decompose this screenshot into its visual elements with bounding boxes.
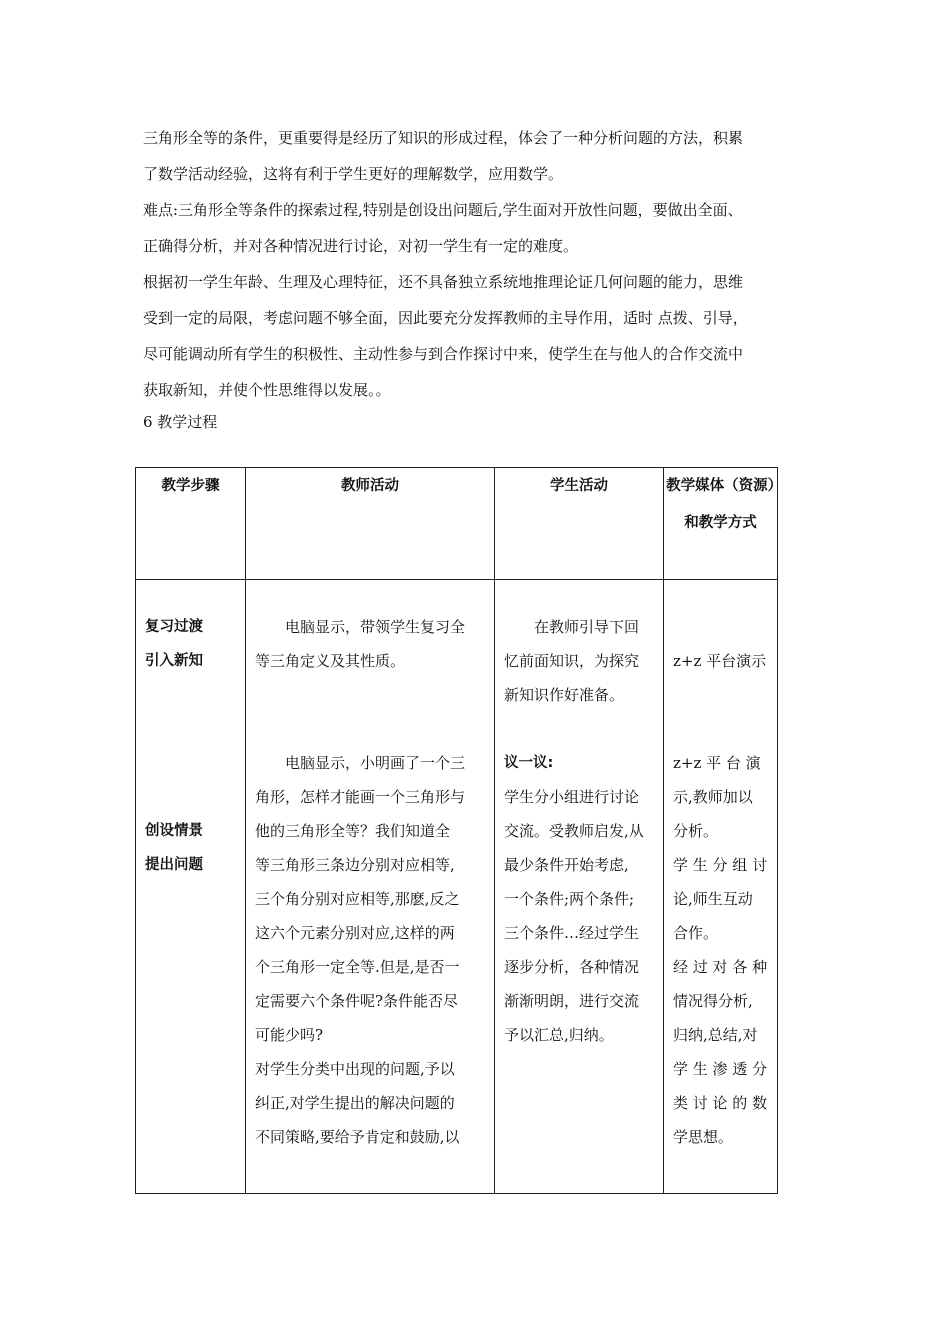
text-line: 对学生分类中出现的问题,予以 xyxy=(255,1060,455,1078)
paragraph-difficulty xyxy=(143,192,813,264)
header-student-activity: 学生活动 xyxy=(495,468,664,580)
text-line: 归纳,总结,对 xyxy=(673,1026,758,1044)
section-title: 6 教学过程 xyxy=(143,413,218,431)
text-line: 示,教师加以 xyxy=(673,788,753,806)
text-line: 教学媒体（资 xyxy=(666,478,754,494)
text-line: 难点:三角形全等条件的探索过程,特别是创设出问题后,学生面对开放性问题，要做出全面、 xyxy=(143,201,743,219)
teaching-process-table xyxy=(135,467,778,1194)
media-block-review xyxy=(673,644,771,678)
table-header-row xyxy=(136,468,778,580)
text-line: 不同策略,要给予肯定和鼓励,以 xyxy=(255,1128,460,1146)
text-line: 等三角定义及其性质。 xyxy=(255,652,406,670)
text-line: 获取新知，并使个性思维得以发展。。 xyxy=(143,381,391,399)
teacher-block-scenario xyxy=(255,746,488,1154)
text-line: 可能少吗? xyxy=(255,1026,324,1044)
text-line: 纠正,对学生提出的解决问题的 xyxy=(255,1094,455,1112)
text-line: 了数学活动经验，这将有利于学生更好的理解数学，应用数学。 xyxy=(143,165,564,183)
text-line: 受到一定的局限，考虑问题不够全面，因此要充分发挥教师的主导作用，适时 点拨、引导， xyxy=(143,309,748,327)
text-line: 创设情景 xyxy=(145,823,203,839)
text-line: 予以汇总,归纳。 xyxy=(504,1026,614,1044)
text-line: 源）和教学方 xyxy=(684,478,775,531)
cell-student-activity xyxy=(495,580,664,1194)
text-line: 正确得分析，并对各种情况进行讨论，对初一学生有一定的难度。 xyxy=(143,237,579,255)
cell-teacher-activity xyxy=(246,580,495,1194)
text-line: 在教师引导下回 xyxy=(534,618,640,636)
step-review xyxy=(145,610,239,678)
student-block-review xyxy=(504,610,657,712)
text-line: 新知识作好准备。 xyxy=(504,686,625,704)
header-media xyxy=(664,468,778,580)
text-line: 这六个元素分别对应,这样的两 xyxy=(255,924,455,942)
text-line: 类 讨 论 的 数 xyxy=(673,1094,768,1112)
text-line: 论,师生互动 xyxy=(673,890,753,908)
text-line: 情况得分析, xyxy=(673,992,753,1010)
text-line: 合作。 xyxy=(673,924,719,942)
text-line: 最少条件开始考虑, xyxy=(504,856,629,874)
text-line: 学思想。 xyxy=(673,1128,734,1146)
text-line: 学 生 渗 透 分 xyxy=(673,1060,768,1078)
text-line: 电脑显示，带领学生复习全 xyxy=(285,618,466,636)
text-line: 引入新知 xyxy=(145,653,203,669)
text-line: 经 过 对 各 种 xyxy=(673,958,768,976)
text-line: 三角形全等的条件，更重要得是经历了知识的形成过程，体会了一种分析问题的方法，积累 xyxy=(143,129,744,147)
paragraph-student-analysis xyxy=(143,264,813,408)
step-scenario xyxy=(145,814,239,882)
student-discuss-lines xyxy=(504,780,657,1052)
text-line: 根据初一学生年龄、生理及心理特征，还不具备独立系统地推理论证几何问题的能力，思维 xyxy=(143,273,744,291)
text-line: 等三角形三条边分别对应相等, xyxy=(255,856,455,874)
text-line: 式 xyxy=(742,515,757,531)
text-line: z+z 平 台 演 xyxy=(673,754,761,772)
text-line: 忆前面知识，为探究 xyxy=(504,652,640,670)
header-teacher-activity: 教师活动 xyxy=(246,468,495,580)
paragraph-conditions xyxy=(143,120,813,192)
discuss-title: 议一议: xyxy=(504,755,554,771)
text-line: 渐渐明朗，进行交流 xyxy=(504,992,640,1010)
text-line: 分析。 xyxy=(673,822,719,840)
text-line: 提出问题 xyxy=(145,857,203,873)
header-step: 教学步骤 xyxy=(136,468,246,580)
cell-steps xyxy=(136,580,246,1194)
text-line: 尽可能调动所有学生的积极性、主动性参与到合作探讨中来，使学生在与他人的合作交流中 xyxy=(143,345,744,363)
text-line: 角形，怎样才能画一个三角形与 xyxy=(255,788,466,806)
text-line: 电脑显示，小明画了一个三 xyxy=(285,754,466,772)
text-line: z+z 平台演示 xyxy=(673,652,767,670)
student-block-discuss xyxy=(504,746,657,1052)
text-line: 三个角分别对应相等,那麽,反之 xyxy=(255,890,460,908)
text-line: 他的三角形全等？我们知道全 xyxy=(255,822,451,840)
text-line: 一个条件;两个条件; xyxy=(504,890,635,908)
text-line: 逐步分析，各种情况 xyxy=(504,958,640,976)
cell-media xyxy=(664,580,778,1194)
text-line: 交流。受教师启发,从 xyxy=(504,822,644,840)
text-line: 学生分小组进行讨论 xyxy=(504,788,640,806)
table-row xyxy=(136,580,778,1194)
media-block-scenario xyxy=(673,746,771,1154)
text-line: 三个条件…经过学生 xyxy=(504,924,640,942)
text-line: 复习过渡 xyxy=(145,619,203,635)
text-line: 学 生 分 组 讨 xyxy=(673,856,768,874)
teacher-block-review xyxy=(255,610,488,678)
text-line: 个三角形一定全等.但是,是否一 xyxy=(255,958,460,976)
text-line: 定需要六个条件呢?条件能否尽 xyxy=(255,992,459,1010)
